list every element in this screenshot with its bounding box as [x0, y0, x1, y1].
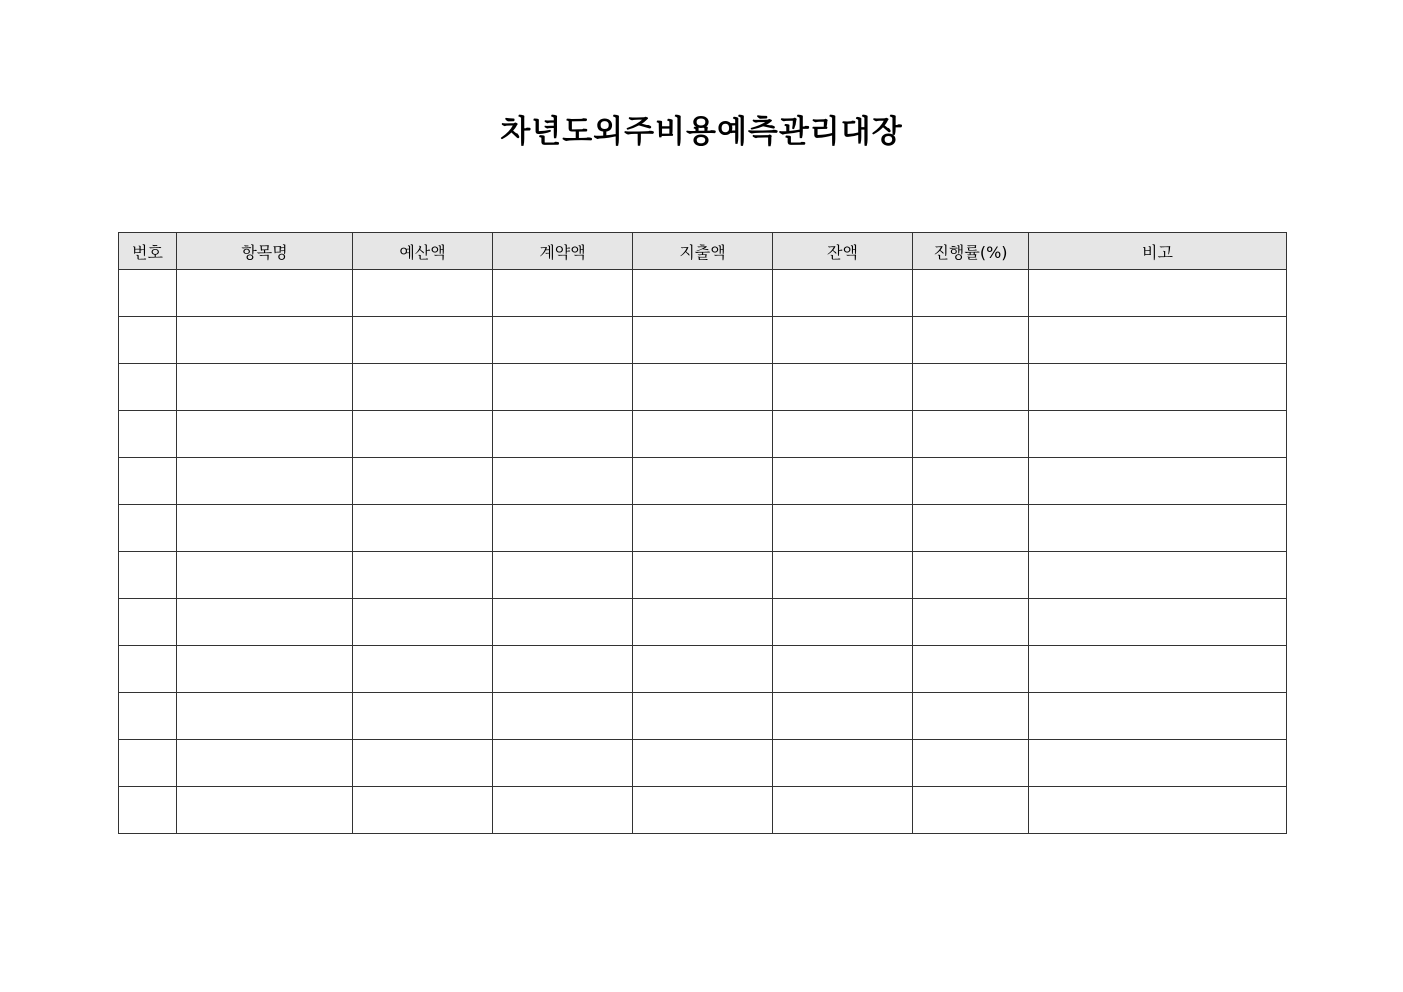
- table-row: [119, 599, 1287, 646]
- cell-item-name[interactable]: [177, 646, 353, 693]
- cell-budget[interactable]: [353, 270, 493, 317]
- table-row: [119, 552, 1287, 599]
- cell-progress[interactable]: [913, 693, 1029, 740]
- cell-expenditure[interactable]: [633, 599, 773, 646]
- cell-expenditure[interactable]: [633, 458, 773, 505]
- cell-balance[interactable]: [773, 317, 913, 364]
- cell-expenditure[interactable]: [633, 740, 773, 787]
- cell-contract-amount[interactable]: [493, 740, 633, 787]
- header-balance: 잔액: [773, 233, 913, 270]
- table-row: [119, 787, 1287, 834]
- header-number: 번호: [119, 233, 177, 270]
- cell-remarks[interactable]: [1029, 787, 1287, 834]
- cell-remarks[interactable]: [1029, 505, 1287, 552]
- cell-progress[interactable]: [913, 740, 1029, 787]
- header-remarks: 비고: [1029, 233, 1287, 270]
- cell-budget[interactable]: [353, 364, 493, 411]
- cell-balance[interactable]: [773, 599, 913, 646]
- table-row: [119, 505, 1287, 552]
- cell-balance[interactable]: [773, 646, 913, 693]
- cell-balance[interactable]: [773, 552, 913, 599]
- cell-expenditure[interactable]: [633, 411, 773, 458]
- cell-number[interactable]: [119, 270, 177, 317]
- cell-contract-amount[interactable]: [493, 364, 633, 411]
- cell-remarks[interactable]: [1029, 599, 1287, 646]
- cell-contract-amount[interactable]: [493, 599, 633, 646]
- cell-expenditure[interactable]: [633, 646, 773, 693]
- cell-budget[interactable]: [353, 317, 493, 364]
- cell-remarks[interactable]: [1029, 364, 1287, 411]
- header-contract-amount: 계약액: [493, 233, 633, 270]
- cell-contract-amount[interactable]: [493, 411, 633, 458]
- cell-expenditure[interactable]: [633, 693, 773, 740]
- cell-item-name[interactable]: [177, 552, 353, 599]
- table-body: [119, 270, 1287, 834]
- cell-expenditure[interactable]: [633, 364, 773, 411]
- table-row: [119, 693, 1287, 740]
- cell-progress[interactable]: [913, 599, 1029, 646]
- cell-progress[interactable]: [913, 364, 1029, 411]
- document-title: 차년도외주비용예측관리대장: [500, 114, 903, 150]
- cell-contract-amount[interactable]: [493, 270, 633, 317]
- cell-balance[interactable]: [773, 740, 913, 787]
- cell-budget[interactable]: [353, 599, 493, 646]
- cell-expenditure[interactable]: [633, 317, 773, 364]
- table-row: [119, 411, 1287, 458]
- cell-expenditure[interactable]: [633, 505, 773, 552]
- header-expenditure: 지출액: [633, 233, 773, 270]
- cell-contract-amount[interactable]: [493, 646, 633, 693]
- cell-progress[interactable]: [913, 317, 1029, 364]
- cell-balance[interactable]: [773, 787, 913, 834]
- cell-expenditure[interactable]: [633, 270, 773, 317]
- cell-progress[interactable]: [913, 552, 1029, 599]
- cell-item-name[interactable]: [177, 317, 353, 364]
- cell-balance[interactable]: [773, 693, 913, 740]
- cell-item-name[interactable]: [177, 787, 353, 834]
- cell-number[interactable]: [119, 458, 177, 505]
- cell-item-name[interactable]: [177, 270, 353, 317]
- cell-budget[interactable]: [353, 411, 493, 458]
- cell-remarks[interactable]: [1029, 458, 1287, 505]
- cell-remarks[interactable]: [1029, 740, 1287, 787]
- cost-ledger-table: [118, 232, 1287, 834]
- cell-progress[interactable]: [913, 646, 1029, 693]
- cell-progress[interactable]: [913, 505, 1029, 552]
- header-progress: 진행률(%): [913, 233, 1029, 270]
- table-row: [119, 458, 1287, 505]
- cell-budget[interactable]: [353, 787, 493, 834]
- cell-budget[interactable]: [353, 458, 493, 505]
- cell-item-name[interactable]: [177, 693, 353, 740]
- cell-contract-amount[interactable]: [493, 693, 633, 740]
- cell-budget[interactable]: [353, 693, 493, 740]
- cell-progress[interactable]: [913, 787, 1029, 834]
- cell-balance[interactable]: [773, 411, 913, 458]
- cell-contract-amount[interactable]: [493, 317, 633, 364]
- cell-balance[interactable]: [773, 505, 913, 552]
- cell-number[interactable]: [119, 787, 177, 834]
- cell-contract-amount[interactable]: [493, 787, 633, 834]
- cell-number[interactable]: [119, 740, 177, 787]
- header-item-name: 항목명: [177, 233, 353, 270]
- cell-remarks[interactable]: [1029, 270, 1287, 317]
- cell-number[interactable]: [119, 552, 177, 599]
- cell-number[interactable]: [119, 646, 177, 693]
- cell-item-name[interactable]: [177, 505, 353, 552]
- cell-budget[interactable]: [353, 552, 493, 599]
- table-row: [119, 270, 1287, 317]
- cell-number[interactable]: [119, 505, 177, 552]
- header-budget: 예산액: [353, 233, 493, 270]
- cell-balance[interactable]: [773, 458, 913, 505]
- cell-contract-amount[interactable]: [493, 552, 633, 599]
- cell-contract-amount[interactable]: [493, 505, 633, 552]
- cell-number[interactable]: [119, 693, 177, 740]
- cell-number[interactable]: [119, 317, 177, 364]
- cell-progress[interactable]: [913, 411, 1029, 458]
- header-row: [119, 233, 1287, 270]
- table-row: [119, 317, 1287, 364]
- cell-contract-amount[interactable]: [493, 458, 633, 505]
- table-row: [119, 740, 1287, 787]
- cell-balance[interactable]: [773, 364, 913, 411]
- cell-item-name[interactable]: [177, 599, 353, 646]
- cell-budget[interactable]: [353, 740, 493, 787]
- cell-item-name[interactable]: [177, 364, 353, 411]
- table-row: [119, 364, 1287, 411]
- cell-expenditure[interactable]: [633, 787, 773, 834]
- table-row: [119, 646, 1287, 693]
- cell-item-name[interactable]: [177, 411, 353, 458]
- cell-balance[interactable]: [773, 270, 913, 317]
- cell-budget[interactable]: [353, 646, 493, 693]
- cell-progress[interactable]: [913, 270, 1029, 317]
- cell-budget[interactable]: [353, 505, 493, 552]
- cell-remarks[interactable]: [1029, 411, 1287, 458]
- cell-progress[interactable]: [913, 458, 1029, 505]
- cell-remarks[interactable]: [1029, 646, 1287, 693]
- cell-number[interactable]: [119, 411, 177, 458]
- cell-number[interactable]: [119, 364, 177, 411]
- cell-remarks[interactable]: [1029, 317, 1287, 364]
- cell-item-name[interactable]: [177, 458, 353, 505]
- cell-remarks[interactable]: [1029, 693, 1287, 740]
- cell-item-name[interactable]: [177, 740, 353, 787]
- cell-number[interactable]: [119, 599, 177, 646]
- cell-expenditure[interactable]: [633, 552, 773, 599]
- cell-remarks[interactable]: [1029, 552, 1287, 599]
